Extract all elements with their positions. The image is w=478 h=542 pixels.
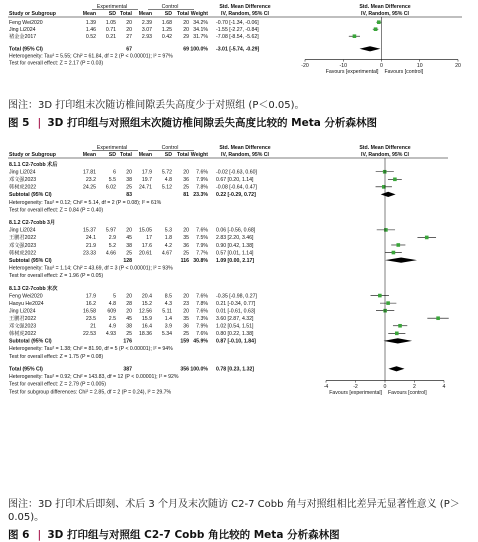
exp-total: 38	[126, 177, 132, 184]
subtotal-weight: 30.8%	[193, 257, 208, 264]
study-ci: 0.80 [0.22, 1.38]	[216, 331, 254, 338]
subgroup-heterogeneity: Heterogeneity: Tau² = 0.12; Chi² = 5.14, df = 2 (P = 0.08); I² = 61%	[9, 199, 162, 206]
study-name: Feng Wei2020	[9, 293, 43, 300]
subgroup-title: 8.1.3 C2-7cobb 末次	[9, 285, 58, 292]
study-ci: 0.21 [-0.34, 0.77]	[216, 300, 256, 307]
ctrl-sd: 3.9	[164, 323, 172, 330]
exp-sd: 0.71	[105, 27, 116, 33]
study-weight: 7.6%	[196, 227, 208, 234]
ctrl-total: 29	[183, 34, 189, 40]
exp-total: 20	[126, 169, 132, 176]
study-square	[393, 178, 397, 182]
study-ci: 0.90 [0.42, 1.38]	[216, 242, 254, 249]
ctrl-mean: 24.71	[139, 184, 152, 191]
exp-mean: 16.2	[85, 300, 96, 307]
x-tick-label: 10	[416, 63, 423, 70]
study-name: 韩树虎2022	[9, 250, 37, 257]
study-name: 褚金金2017	[9, 34, 37, 40]
subtotal-ci: 1.09 [0.00, 2.17]	[216, 257, 255, 264]
header-smd-left: Std. Mean Difference	[219, 145, 271, 151]
subgroup-title: 8.1.1 C2-7cobb 术后	[9, 162, 58, 168]
exp-sd: 5	[113, 293, 116, 300]
study-weight: 7.8%	[196, 300, 208, 307]
fig6-separator: |	[37, 529, 42, 541]
fig5-note: 图注：3D 打印组末次随访椎间隙丢失高度少于对照组 (P＜0.05)。	[8, 100, 305, 111]
study-square	[392, 251, 396, 255]
ctrl-total: 36	[183, 242, 189, 249]
x-tick-label: -20	[301, 63, 309, 70]
exp-sd: 4.9	[108, 323, 116, 330]
study-square	[353, 34, 357, 38]
x-tick-label: -2	[353, 384, 358, 391]
ctrl-mean: 18.36	[139, 331, 152, 338]
study-name: Jing Li2024	[9, 227, 36, 234]
subtotal-label: Subtotal (95% CI)	[9, 338, 52, 345]
header-control: Control	[161, 145, 179, 151]
subtotal-ci: 0.22 [-0.29, 0.72]	[216, 192, 256, 199]
study-ci: -0.08 [-0.64, 0.47]	[216, 184, 257, 191]
study-ci: -1.55 [-2.27, -0.84]	[216, 27, 259, 33]
header-smd-right: Std. Mean Difference	[359, 145, 411, 151]
exp-mean: 23.33	[83, 250, 96, 257]
subtotal-diamond	[384, 338, 413, 343]
exp-total: 20	[126, 27, 132, 33]
exp-mean: 17.9	[85, 293, 96, 300]
exp-total: 45	[126, 235, 132, 242]
ctrl-total: 20	[183, 293, 189, 300]
header-experimental: Experimental	[96, 4, 128, 10]
ctrl-total: 20	[183, 169, 189, 176]
x-tick-label: 20	[455, 63, 461, 70]
exp-total: 25	[126, 250, 132, 257]
forest-plot-fig6	[0, 140, 478, 496]
header-weight: Weight	[190, 11, 208, 17]
ctrl-mean: 17.9	[141, 169, 152, 176]
subtotal-weight: 45.9%	[193, 338, 208, 345]
total-exp-total: 67	[126, 46, 132, 53]
study-weight: 7.6%	[196, 293, 208, 300]
exp-total: 28	[126, 300, 132, 307]
exp-total: 20	[126, 308, 132, 315]
study-name: Haoyu He2024	[9, 300, 44, 307]
exp-sd: 1.05	[105, 20, 116, 26]
ctrl-sd: 5.12	[161, 184, 172, 191]
ctrl-mean: 19.7	[141, 177, 152, 184]
study-square	[378, 294, 382, 298]
ctrl-sd: 4.8	[164, 177, 172, 184]
exp-mean: 23.5	[85, 316, 96, 323]
study-name: Jing Li2024	[9, 27, 36, 33]
total-ctrl-total: 69	[183, 46, 189, 53]
fig5-separator: |	[37, 117, 42, 129]
study-name: 邓文强2023	[9, 177, 37, 184]
ctrl-mean: 2.93	[141, 34, 152, 40]
header-mean: Mean	[82, 11, 96, 17]
ctrl-mean: 16.4	[141, 323, 152, 330]
exp-sd: 5.5	[108, 177, 116, 184]
subtotal-exp-total: 83	[126, 192, 132, 199]
exp-sd: 2.9	[108, 235, 116, 242]
total-weight: 100.0%	[190, 366, 208, 373]
ctrl-mean: 20.61	[139, 250, 152, 257]
study-name: 邓文强2023	[9, 323, 37, 330]
exp-total: 38	[126, 323, 132, 330]
exp-total: 27	[126, 34, 132, 40]
ctrl-mean: 15.2	[141, 300, 152, 307]
ctrl-sd: 1.68	[161, 20, 172, 26]
exp-mean: 21	[90, 323, 96, 330]
ctrl-total: 20	[183, 227, 189, 234]
x-tick-label: 4	[442, 384, 446, 391]
study-name: 王鹏君2022	[9, 316, 37, 323]
header-sd: SD	[108, 11, 116, 17]
favours-experimental: Favours [experimental]	[329, 390, 382, 397]
exp-mean: 15.37	[83, 227, 96, 234]
fig6-title-text: 3D 打印组与对照组 C2-7 Cobb 角比较的 Meta 分析森林图	[47, 529, 340, 541]
subtotal-exp-total: 176	[123, 338, 132, 345]
exp-mean: 23.2	[85, 177, 96, 184]
subgroup-overall-effect: Test for overall effect: Z = 1.75 (P = 0.08)	[9, 353, 104, 360]
exp-mean: 24.25	[83, 184, 96, 191]
study-square	[436, 316, 440, 320]
study-square	[395, 332, 399, 336]
header-smd-sub-right: IV, Random, 95% CI	[361, 11, 409, 17]
study-square	[425, 236, 429, 240]
subtotal-ctrl-total: 159	[180, 338, 189, 345]
study-name: 邓文强2023	[9, 242, 37, 249]
header-sd: SD	[164, 11, 172, 17]
header-mean: Mean	[82, 152, 96, 158]
study-weight: 7.9%	[196, 177, 208, 184]
total-label: Total (95% CI)	[9, 46, 43, 53]
fig5-title	[8, 115, 470, 130]
exp-sd: 5.2	[108, 242, 116, 249]
exp-sd: 6	[113, 169, 116, 176]
ctrl-total: 20	[183, 20, 189, 26]
exp-mean: 24.1	[85, 235, 96, 242]
study-square	[396, 243, 400, 247]
subgroup-overall-effect: Test for overall effect: Z = 1.96 (P = 0.05)	[9, 272, 104, 279]
exp-sd: 6.02	[105, 184, 116, 191]
header-experimental: Experimental	[96, 145, 128, 151]
subgroup-heterogeneity: Heterogeneity: Tau² = 1.38; Chi² = 81.90, df = 5 (P < 0.00001); I² = 94%	[9, 346, 173, 353]
ctrl-sd: 5.34	[161, 331, 172, 338]
ctrl-mean: 3.07	[141, 27, 152, 33]
fig6-note: 图注：3D 打印术后即刻、术后 3 个月及末次随访 C2-7 Cobb 角与对照组相比差异无显著性意义 (P＞0.05)。	[8, 499, 460, 523]
study-ci: 3.60 [2.87, 4.32]	[216, 316, 254, 323]
study-square	[398, 324, 402, 328]
subtotal-ctrl-total: 116	[180, 257, 189, 264]
header-mean: Mean	[138, 152, 152, 158]
exp-sd: 4.8	[108, 300, 116, 307]
study-square	[374, 27, 378, 31]
study-ci: 0.67 [0.20, 1.14]	[216, 177, 254, 184]
exp-sd: 609	[107, 308, 116, 315]
ctrl-sd: 5.3	[164, 227, 172, 234]
total-heterogeneity: Heterogeneity: Tau² = 0.92; Chi² = 143.83, df = 12 (P < 0.00001); I² = 92%	[9, 374, 179, 381]
ctrl-mean: 17.6	[141, 242, 152, 249]
study-weight: 7.6%	[196, 308, 208, 315]
ctrl-total: 20	[183, 27, 189, 33]
fig6-label: 图 6	[8, 529, 30, 541]
ctrl-sd: 4.2	[164, 242, 172, 249]
total-ci: -3.01 [-5.74, -0.29]	[216, 46, 260, 53]
subtotal-diamond	[385, 258, 417, 263]
ctrl-sd: 4.3	[164, 300, 172, 307]
subtotal-diamond	[381, 192, 396, 197]
ctrl-mean: 2.39	[141, 20, 152, 26]
subgroup-title: 8.1.2 C2-7cobb 3月	[9, 220, 56, 227]
study-weight: 31.7%	[193, 34, 208, 40]
subtotal-exp-total: 128	[123, 257, 132, 264]
subtotal-ci: 0.87 [-0.10, 1.84]	[216, 338, 256, 345]
ctrl-mean: 15.9	[141, 316, 152, 323]
header-smd-sub-right: IV, Random, 95% CI	[361, 152, 409, 158]
study-square	[386, 301, 390, 305]
exp-mean: 1.46	[85, 27, 96, 33]
exp-sd: 0.21	[105, 34, 116, 40]
ctrl-mean: 17	[146, 235, 152, 242]
study-name: Jing Li2024	[9, 308, 36, 315]
exp-sd: 4.66	[105, 250, 116, 257]
ctrl-sd: 5.11	[162, 308, 172, 315]
study-ci: -0.35 [-0.98, 0.27]	[216, 293, 257, 300]
favours-experimental: Favours [experimental]	[325, 69, 379, 76]
exp-total: 38	[126, 242, 132, 249]
exp-total: 20	[126, 227, 132, 234]
ctrl-mean: 15.05	[139, 227, 152, 234]
x-tick-label: -4	[323, 384, 329, 391]
study-ci: 2.83 [2.20, 3.46]	[216, 235, 254, 242]
ctrl-total: 36	[183, 177, 189, 184]
exp-mean: 22.53	[83, 331, 96, 338]
header-total: Total	[176, 152, 189, 158]
exp-sd: 5.97	[105, 227, 116, 234]
exp-total: 25	[126, 184, 132, 191]
header-mean: Mean	[138, 11, 152, 17]
study-weight: 7.3%	[196, 316, 208, 323]
total-label: Total (95% CI)	[9, 366, 43, 373]
header-sd: SD	[108, 152, 116, 158]
header-smd-left: Std. Mean Difference	[219, 4, 271, 10]
exp-mean: 16.58	[83, 308, 96, 315]
total-diamond	[388, 366, 404, 371]
study-ci: 0.57 [0.01, 1.14]	[216, 250, 254, 257]
x-tick-label: -10	[339, 63, 347, 70]
ctrl-total: 35	[183, 316, 189, 323]
study-weight: 34.2%	[193, 20, 208, 26]
header-sd: SD	[164, 152, 172, 158]
study-ci: 1.02 [0.54, 1.51]	[216, 323, 254, 330]
ctrl-sd: 1.4	[164, 316, 172, 323]
header-weight: Weight	[190, 152, 208, 158]
exp-mean: 21.9	[85, 242, 96, 249]
study-name: Jing Li2024	[9, 169, 36, 176]
subtotal-weight: 23.3%	[193, 192, 208, 199]
header-total: Total	[176, 11, 189, 17]
exp-total: 20	[126, 20, 132, 26]
header-total: Total	[119, 152, 132, 158]
study-weight: 7.7%	[196, 250, 208, 257]
study-square	[377, 20, 381, 24]
ctrl-total: 25	[183, 250, 189, 257]
favours-control: Favours [control]	[384, 69, 424, 76]
total-diamond	[360, 46, 381, 51]
study-name: 韩树虎2022	[9, 331, 37, 338]
study-weight: 7.9%	[196, 242, 208, 249]
study-weight: 7.6%	[196, 169, 208, 176]
study-name: 王鹏君2022	[9, 235, 37, 242]
total-ci: 0.78 [0.23, 1.32]	[216, 366, 255, 373]
exp-total: 45	[126, 316, 132, 323]
exp-total: 25	[126, 331, 132, 338]
ctrl-mean: 12.56	[139, 308, 152, 315]
study-ci: 0.06 [-0.56, 0.68]	[216, 227, 256, 234]
exp-sd: 4.93	[105, 331, 116, 338]
total-weight: 100.0%	[190, 46, 208, 53]
exp-total: 20	[126, 293, 132, 300]
study-weight: 7.5%	[196, 235, 208, 242]
header-total: Total	[119, 11, 132, 17]
subtotal-ctrl-total: 81	[183, 192, 189, 199]
forest-plot-fig5	[0, 0, 478, 95]
study-name: 韩树虎2022	[9, 184, 37, 191]
study-ci: 0.01 [-0.61, 0.63]	[216, 308, 256, 315]
subgroup-heterogeneity: Heterogeneity: Tau² = 1.14; Chi² = 43.69, df = 3 (P < 0.00001); I² = 93%	[9, 265, 173, 272]
exp-mean: 0.52	[85, 34, 96, 40]
header-control: Control	[161, 4, 179, 10]
total-overall-effect: Test for overall effect: Z = 2.79 (P = 0.005)	[9, 381, 106, 388]
x-tick-label: 2	[413, 384, 416, 391]
subgroup-difference: Test for subgroup differences: Chi² = 2.85, df = 2 (P = 0.24), I² = 29.7%	[9, 389, 172, 396]
fig6-title	[8, 527, 470, 542]
total-exp-total: 387	[123, 366, 132, 373]
header-smd-sub-left: IV, Random, 95% CI	[221, 152, 269, 158]
total-heterogeneity: Heterogeneity: Tau² = 5.55; Chi² = 61.84, df = 2 (P < 0.00001); I² = 97%	[9, 53, 173, 60]
study-square	[384, 228, 388, 232]
exp-mean: 1.39	[85, 20, 96, 26]
ctrl-sd: 0.42	[161, 34, 172, 40]
ctrl-total: 20	[183, 308, 189, 315]
exp-sd: 2.5	[108, 316, 116, 323]
total-ctrl-total: 356	[180, 366, 189, 373]
study-ci: -7.08 [-8.54, -5.62]	[216, 34, 259, 40]
fig5-label: 图 5	[8, 117, 30, 129]
ctrl-sd: 1.25	[161, 27, 172, 33]
study-square	[383, 170, 387, 174]
subtotal-label: Subtotal (95% CI)	[9, 192, 52, 199]
study-ci: -0.70 [-1.34, -0.06]	[216, 20, 259, 26]
exp-mean: 17.81	[83, 169, 96, 176]
subtotal-label: Subtotal (95% CI)	[9, 257, 52, 264]
ctrl-total: 25	[183, 184, 189, 191]
ctrl-sd: 5.72	[161, 169, 172, 176]
study-weight: 7.9%	[196, 323, 208, 330]
study-weight: 7.6%	[196, 331, 208, 338]
ctrl-sd: 4.67	[161, 250, 172, 257]
ctrl-sd: 1.8	[164, 235, 172, 242]
study-ci: -0.02 [-0.63, 0.60]	[216, 169, 257, 176]
ctrl-mean: 20.4	[141, 293, 152, 300]
ctrl-total: 36	[183, 323, 189, 330]
study-weight: 7.8%	[196, 184, 208, 191]
total-overall-effect: Test for overall effect: Z = 2.17 (P = 0.03)	[9, 60, 104, 67]
header-study: Study or Subgroup	[9, 11, 56, 17]
study-weight: 34.1%	[193, 27, 208, 33]
fig5-title-text: 3D 打印组与对照组末次随访椎间隙丢失高度比较的 Meta 分析森林图	[47, 117, 377, 129]
ctrl-sd: 8.5	[164, 293, 172, 300]
study-name: Feng Wei2020	[9, 20, 43, 26]
header-study: Study or Subgroup	[9, 152, 56, 158]
header-smd-right: Std. Mean Difference	[359, 4, 411, 10]
x-tick-label: 0	[383, 384, 387, 391]
subgroup-overall-effect: Test for overall effect: Z = 0.84 (P = 0.40)	[9, 207, 104, 214]
ctrl-total: 23	[183, 300, 189, 307]
x-tick-label: 0	[380, 63, 383, 70]
ctrl-total: 35	[183, 235, 189, 242]
favours-control: Favours [control]	[388, 390, 427, 397]
ctrl-total: 25	[183, 331, 189, 338]
header-smd-sub-left: IV, Random, 95% CI	[221, 11, 269, 17]
